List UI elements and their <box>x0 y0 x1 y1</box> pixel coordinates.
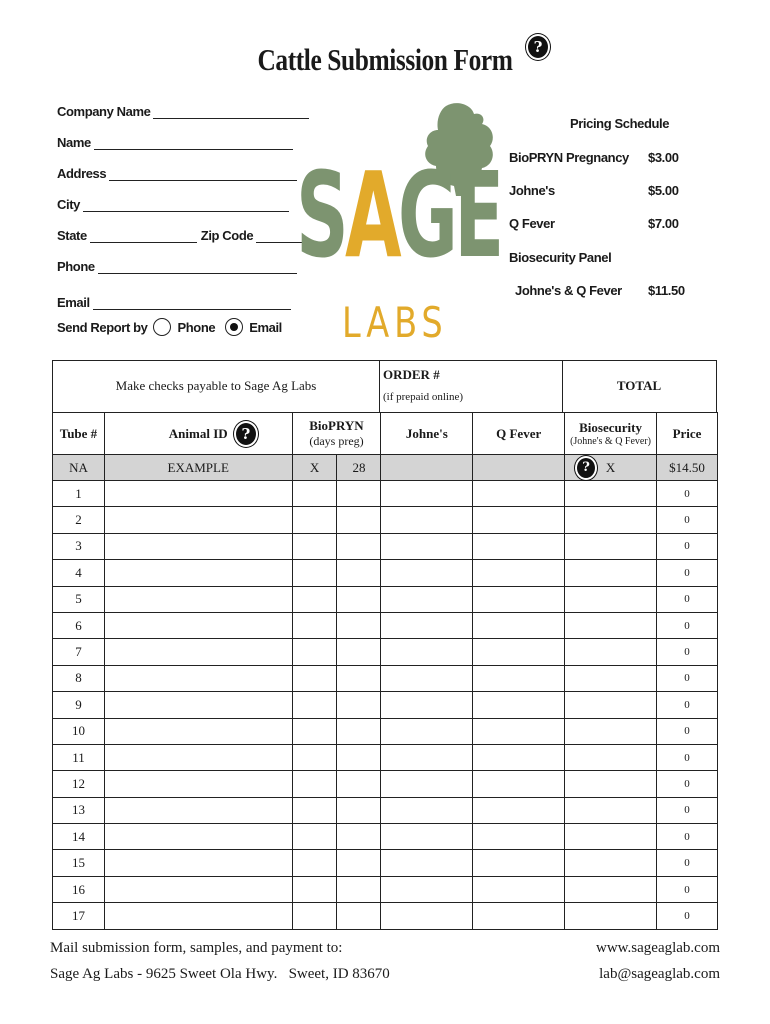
row-biosecurity-input[interactable] <box>565 876 657 902</box>
row-qfever-input[interactable] <box>473 639 565 665</box>
header-biopryn-sub: (days preg) <box>309 434 364 448</box>
row-biopryn-input[interactable] <box>292 797 337 823</box>
total-box[interactable] <box>562 360 717 413</box>
table-row <box>53 586 718 612</box>
pricing-item-name: Johne's & Q Fever <box>515 283 622 298</box>
table-row <box>53 507 718 533</box>
name-label: Name <box>57 135 91 150</box>
row-animal-id-input[interactable] <box>104 639 292 665</box>
row-tube: 13 <box>53 797 105 823</box>
row-biopryn-input[interactable] <box>292 586 337 612</box>
table-row <box>53 903 718 929</box>
table-row <box>53 560 718 586</box>
header-animal-id-label: Animal ID <box>168 425 228 441</box>
row-tube: 9 <box>53 692 105 718</box>
header-tube: Tube # <box>53 413 105 455</box>
pricing-item-price: $7.00 <box>648 216 679 231</box>
row-johnes-input[interactable] <box>381 639 473 665</box>
row-price: 0 <box>657 744 718 770</box>
pricing-item-price: $5.00 <box>648 183 679 198</box>
row-johnes-input[interactable] <box>381 481 473 507</box>
row-price: 0 <box>657 692 718 718</box>
table-row <box>53 824 718 850</box>
table-row <box>53 692 718 718</box>
phone-radio[interactable] <box>153 318 171 336</box>
row-qfever-input[interactable] <box>473 718 565 744</box>
row-qfever-input[interactable] <box>473 665 565 691</box>
row-days-input[interactable] <box>337 718 381 744</box>
row-qfever-input[interactable] <box>473 692 565 718</box>
pricing-item-price: $11.50 <box>648 283 685 298</box>
email-input[interactable] <box>93 308 291 310</box>
row-biopryn-input[interactable] <box>292 639 337 665</box>
row-animal-id-input[interactable] <box>104 507 292 533</box>
row-biopryn-input[interactable] <box>292 533 337 559</box>
row-animal-id-input[interactable] <box>104 797 292 823</box>
row-days-input[interactable] <box>337 507 381 533</box>
row-johnes-input[interactable] <box>381 744 473 770</box>
address-input[interactable] <box>109 179 297 181</box>
email-option-label: Email <box>249 319 282 335</box>
example-animal-id: EXAMPLE <box>104 455 292 481</box>
table-row <box>53 612 718 638</box>
row-biosecurity-input[interactable] <box>565 612 657 638</box>
header-price: Price <box>657 413 718 455</box>
row-johnes-input[interactable] <box>381 560 473 586</box>
row-price: 0 <box>657 903 718 929</box>
help-icon[interactable]: ? <box>575 456 597 480</box>
row-tube: 7 <box>53 639 105 665</box>
send-report-field <box>57 318 282 336</box>
row-biopryn-input[interactable] <box>292 744 337 770</box>
example-days: 28 <box>337 455 381 481</box>
email-link[interactable]: lab@sageaglab.com <box>599 966 720 982</box>
header-biosecurity <box>565 413 657 455</box>
row-biopryn-input[interactable] <box>292 612 337 638</box>
help-icon[interactable]: ? <box>234 421 258 447</box>
row-days-input[interactable] <box>337 903 381 929</box>
table-row <box>53 665 718 691</box>
row-biosecurity-input[interactable] <box>565 560 657 586</box>
header-animal-id <box>104 413 292 455</box>
state-label: State <box>57 228 87 243</box>
pricing-item-price: $3.00 <box>648 150 679 165</box>
table-row <box>53 533 718 559</box>
row-animal-id-input[interactable] <box>104 876 292 902</box>
row-qfever-input[interactable] <box>473 903 565 929</box>
company-name-field <box>57 104 309 119</box>
row-animal-id-input[interactable] <box>104 824 292 850</box>
row-biosecurity-input[interactable] <box>565 824 657 850</box>
checks-box <box>52 360 380 413</box>
row-johnes-input[interactable] <box>381 533 473 559</box>
row-qfever-input[interactable] <box>473 507 565 533</box>
row-johnes-input[interactable] <box>381 692 473 718</box>
row-qfever-input[interactable] <box>473 481 565 507</box>
table-row <box>53 876 718 902</box>
table-row <box>53 639 718 665</box>
row-biosecurity-input[interactable] <box>565 744 657 770</box>
row-animal-id-input[interactable] <box>104 560 292 586</box>
row-price: 0 <box>657 639 718 665</box>
row-johnes-input[interactable] <box>381 718 473 744</box>
row-johnes-input[interactable] <box>381 797 473 823</box>
row-biopryn-input[interactable] <box>292 481 337 507</box>
row-tube: 12 <box>53 771 105 797</box>
row-tube: 2 <box>53 507 105 533</box>
row-qfever-input[interactable] <box>473 586 565 612</box>
row-animal-id-input[interactable] <box>104 718 292 744</box>
table-row <box>53 771 718 797</box>
logo-letter-s: S <box>296 146 345 284</box>
row-biosecurity-input[interactable] <box>565 533 657 559</box>
submission-table <box>52 412 718 930</box>
logo-labs: LABS <box>342 298 448 347</box>
logo-letter-g: G <box>397 146 455 284</box>
checks-text: Make checks payable to Sage Ag Labs <box>115 378 317 393</box>
table-row <box>53 850 718 876</box>
city-label: City <box>57 197 80 212</box>
row-biosecurity-input[interactable] <box>565 771 657 797</box>
header-johnes: Johne's <box>381 413 473 455</box>
row-johnes-input[interactable] <box>381 586 473 612</box>
table-row <box>53 744 718 770</box>
row-biosecurity-input[interactable] <box>565 850 657 876</box>
table-header-row <box>53 413 718 455</box>
row-price: 0 <box>657 876 718 902</box>
row-johnes-input[interactable] <box>381 665 473 691</box>
row-days-input[interactable] <box>337 771 381 797</box>
row-biopryn-input[interactable] <box>292 665 337 691</box>
row-qfever-input[interactable] <box>473 876 565 902</box>
row-qfever-input[interactable] <box>473 797 565 823</box>
city-field <box>57 197 289 212</box>
row-qfever-input[interactable] <box>473 560 565 586</box>
row-price: 0 <box>657 850 718 876</box>
example-qfever <box>473 455 565 481</box>
table-body <box>53 481 718 930</box>
row-biosecurity-input[interactable] <box>565 507 657 533</box>
row-biopryn-input[interactable] <box>292 824 337 850</box>
row-qfever-input[interactable] <box>473 824 565 850</box>
row-tube: 1 <box>53 481 105 507</box>
example-johnes <box>381 455 473 481</box>
logo-letter-e: E <box>454 146 501 284</box>
header-biopryn <box>292 413 381 455</box>
row-price: 0 <box>657 718 718 744</box>
order-label: ORDER # <box>383 367 440 382</box>
row-biopryn-input[interactable] <box>292 876 337 902</box>
row-biosecurity-input[interactable] <box>565 718 657 744</box>
row-price: 0 <box>657 771 718 797</box>
row-days-input[interactable] <box>337 612 381 638</box>
order-box[interactable] <box>378 360 563 413</box>
row-biosecurity-input[interactable] <box>565 797 657 823</box>
help-icon[interactable]: ? <box>526 34 550 60</box>
row-days-input[interactable] <box>337 692 381 718</box>
row-biopryn-input[interactable] <box>292 507 337 533</box>
row-johnes-input[interactable] <box>381 824 473 850</box>
header-biosecurity-sub: (Johne's & Q Fever) <box>570 436 652 447</box>
website-link[interactable]: www.sageaglab.com <box>596 940 720 956</box>
mail-line-2: Sage Ag Labs - 9625 Sweet Ola Hwy. Sweet, ID 83670 <box>50 966 390 982</box>
row-animal-id-input[interactable] <box>104 903 292 929</box>
table-row <box>53 797 718 823</box>
email-radio[interactable] <box>225 318 243 336</box>
order-sub: (if prepaid online) <box>383 391 464 403</box>
email-label: Email <box>57 295 90 310</box>
row-animal-id-input[interactable] <box>104 771 292 797</box>
example-tube: NA <box>53 455 105 481</box>
row-animal-id-input[interactable] <box>104 481 292 507</box>
row-tube: 4 <box>53 560 105 586</box>
row-qfever-input[interactable] <box>473 533 565 559</box>
address-label: Address <box>57 166 107 181</box>
row-tube: 8 <box>53 665 105 691</box>
pricing-heading: Pricing Schedule <box>570 116 670 131</box>
row-days-input[interactable] <box>337 481 381 507</box>
row-qfever-input[interactable] <box>473 771 565 797</box>
row-price: 0 <box>657 481 718 507</box>
pricing-item-name: Biosecurity Panel <box>509 250 612 265</box>
row-biopryn-input[interactable] <box>292 903 337 929</box>
row-biopryn-input[interactable] <box>292 692 337 718</box>
row-animal-id-input[interactable] <box>104 744 292 770</box>
row-price: 0 <box>657 665 718 691</box>
example-biosecurity-value: X <box>605 459 616 475</box>
row-days-input[interactable] <box>337 586 381 612</box>
header-biosecurity-label: Biosecurity <box>579 420 642 435</box>
row-biosecurity-input[interactable] <box>565 692 657 718</box>
company-name-input[interactable] <box>153 117 309 119</box>
header-biopryn-label: BioPRYN <box>309 418 364 433</box>
row-price: 0 <box>657 586 718 612</box>
row-tube: 14 <box>53 824 105 850</box>
row-biopryn-input[interactable] <box>292 560 337 586</box>
row-days-input[interactable] <box>337 797 381 823</box>
row-tube: 11 <box>53 744 105 770</box>
row-days-input[interactable] <box>337 560 381 586</box>
row-price: 0 <box>657 507 718 533</box>
name-field <box>57 135 293 150</box>
pricing-item-name: Johne's <box>509 183 555 198</box>
row-biosecurity-input[interactable] <box>565 903 657 929</box>
row-days-input[interactable] <box>337 824 381 850</box>
row-days-input[interactable] <box>337 850 381 876</box>
row-tube: 15 <box>53 850 105 876</box>
row-price: 0 <box>657 797 718 823</box>
row-johnes-input[interactable] <box>381 612 473 638</box>
row-animal-id-input[interactable] <box>104 612 292 638</box>
row-biosecurity-input[interactable] <box>565 665 657 691</box>
phone-input[interactable] <box>98 272 297 274</box>
row-days-input[interactable] <box>337 533 381 559</box>
table-row <box>53 718 718 744</box>
table-row <box>53 481 718 507</box>
row-animal-id-input[interactable] <box>104 665 292 691</box>
row-tube: 16 <box>53 876 105 902</box>
row-biopryn-input[interactable] <box>292 771 337 797</box>
phone-field <box>57 259 297 274</box>
row-days-input[interactable] <box>337 639 381 665</box>
page-title: Cattle Submission Form <box>257 42 513 77</box>
row-tube: 6 <box>53 612 105 638</box>
city-input[interactable] <box>83 210 289 212</box>
row-qfever-input[interactable] <box>473 612 565 638</box>
phone-option-label: Phone <box>177 319 216 335</box>
row-animal-id-input[interactable] <box>104 692 292 718</box>
row-tube: 5 <box>53 586 105 612</box>
name-input[interactable] <box>94 148 293 150</box>
example-biosecurity <box>565 455 657 481</box>
row-price: 0 <box>657 612 718 638</box>
row-price: 0 <box>657 824 718 850</box>
row-tube: 10 <box>53 718 105 744</box>
row-johnes-input[interactable] <box>381 771 473 797</box>
row-biosecurity-input[interactable] <box>565 639 657 665</box>
row-biosecurity-input[interactable] <box>565 586 657 612</box>
row-days-input[interactable] <box>337 876 381 902</box>
row-johnes-input[interactable] <box>381 507 473 533</box>
total-label: TOTAL <box>616 378 662 393</box>
phone-label: Phone <box>57 259 95 274</box>
row-qfever-input[interactable] <box>473 744 565 770</box>
row-biopryn-input[interactable] <box>292 850 337 876</box>
state-input[interactable] <box>90 241 197 243</box>
logo-letter-a: A <box>344 146 398 284</box>
row-johnes-input[interactable] <box>381 903 473 929</box>
row-animal-id-input[interactable] <box>104 850 292 876</box>
email-field <box>57 295 291 310</box>
header-qfever: Q Fever <box>473 413 565 455</box>
send-report-label: Send Report by <box>57 319 148 335</box>
row-days-input[interactable] <box>337 665 381 691</box>
pricing-item-name: Q Fever <box>509 216 555 231</box>
row-days-input[interactable] <box>337 744 381 770</box>
address-field <box>57 166 297 181</box>
state-zip-field <box>57 228 306 243</box>
row-johnes-input[interactable] <box>381 876 473 902</box>
row-tube: 3 <box>53 533 105 559</box>
row-johnes-input[interactable] <box>381 850 473 876</box>
pricing-item-name: BioPRYN Pregnancy <box>509 150 629 165</box>
row-biopryn-input[interactable] <box>292 718 337 744</box>
row-price: 0 <box>657 560 718 586</box>
row-qfever-input[interactable] <box>473 850 565 876</box>
mail-line-1: Mail submission form, samples, and payment to: <box>50 940 343 956</box>
zip-label: Zip Code <box>200 228 254 243</box>
row-tube: 17 <box>53 903 105 929</box>
example-price: $14.50 <box>657 455 718 481</box>
sage-labs-logo <box>296 98 501 353</box>
example-row <box>53 455 718 481</box>
example-biopryn: X <box>292 455 337 481</box>
company-name-label: Company Name <box>57 104 151 119</box>
row-biosecurity-input[interactable] <box>565 481 657 507</box>
row-price: 0 <box>657 533 718 559</box>
row-animal-id-input[interactable] <box>104 586 292 612</box>
row-animal-id-input[interactable] <box>104 533 292 559</box>
